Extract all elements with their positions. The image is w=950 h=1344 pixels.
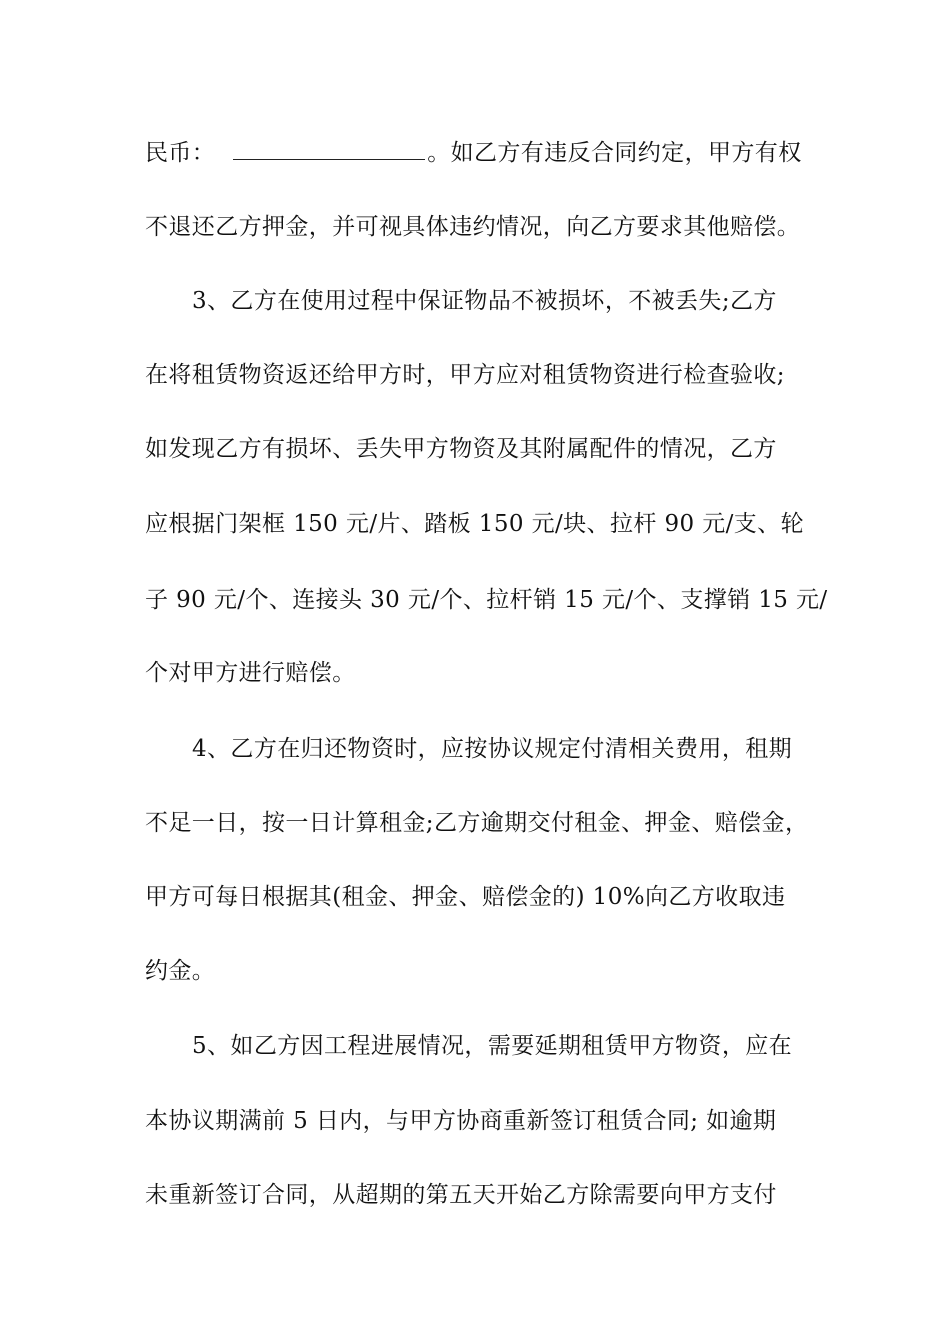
text-line-7: 子 90 元/个、连接头 30 元/个、拉杆销 15 元/个、支撑销 15 元/: [145, 587, 828, 613]
text-line-14: 本协议期满前 5 日内，与甲方协商重新签订租赁合同; 如逾期: [145, 1108, 777, 1134]
text-line-11: 甲方可每日根据其(租金、押金、赔偿金的) 10%向乙方收取违: [145, 884, 786, 910]
text-line-5: 如发现乙方有损坏、丢失甲方物资及其附属配件的情况，乙方: [145, 436, 777, 462]
text-line-9: 4、乙方在归还物资时，应按协议规定付清相关费用，租期: [192, 736, 793, 762]
text-line-1-suffix: 。如乙方有违反合同约定，甲方有权: [427, 140, 802, 166]
fill-in-blank: [233, 137, 425, 160]
text-line-8: 个对甲方进行赔偿。: [145, 660, 356, 686]
text-line-1: [145, 133, 825, 173]
text-line-4: 在将租赁物资返还给甲方时，甲方应对租赁物资进行检查验收;: [145, 362, 785, 388]
text-line-13: 5、如乙方因工程进展情况，需要延期租赁甲方物资，应在: [192, 1033, 793, 1059]
text-line-2: 不退还乙方押金，并可视具体违约情况，向乙方要求其他赔偿。: [145, 214, 801, 240]
text-line-12: 约金。: [145, 958, 216, 984]
text-line-1-prefix: 民币：: [145, 140, 216, 166]
text-line-15: 未重新签订合同，从超期的第五天开始乙方除需要向甲方支付: [145, 1182, 777, 1208]
text-line-10: 不足一日，按一日计算租金;乙方逾期交付租金、押金、赔偿金，: [145, 810, 809, 836]
text-line-3: 3、乙方在使用过程中保证物品不被损坏，不被丢失;乙方: [192, 288, 777, 314]
text-line-6: 应根据门架框 150 元/片、踏板 150 元/块、拉杆 90 元/支、轮: [145, 511, 804, 537]
